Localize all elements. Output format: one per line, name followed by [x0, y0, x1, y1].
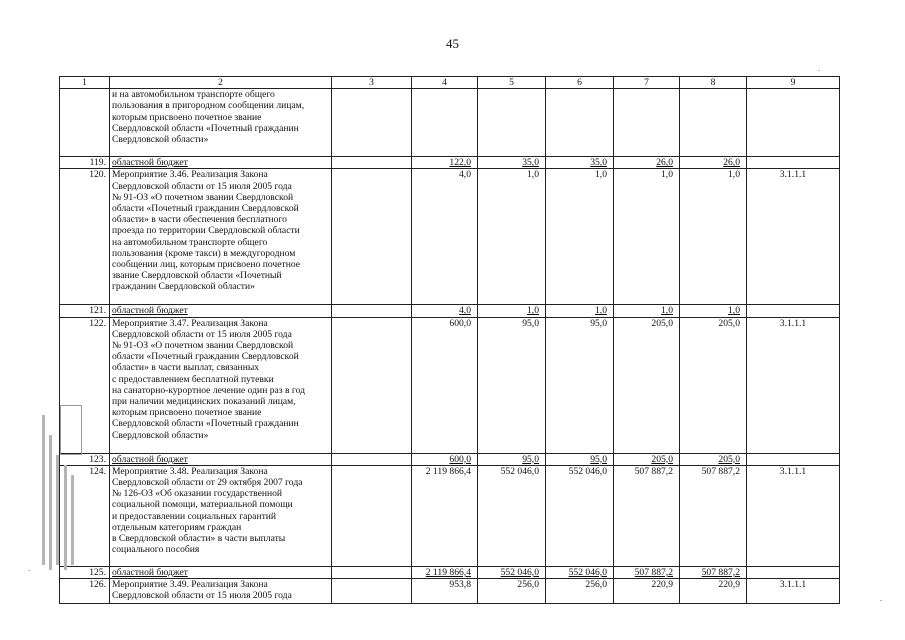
side-stamp-mark	[40, 405, 82, 575]
cell-col9: 3.1.1.1	[747, 465, 840, 566]
stamp-line	[71, 475, 74, 565]
cell-col5: 1,0	[478, 305, 546, 317]
cell-col4: 4,0	[412, 305, 478, 317]
cell-col5: 95,0	[478, 317, 546, 453]
table-row	[60, 566, 840, 578]
cell-col8: 220,9	[680, 579, 747, 604]
row-number: 119.	[60, 157, 110, 169]
row-number: 126.	[60, 579, 110, 604]
row-description: Мероприятие 3.47. Реализация Закона Свердловской области от 15 июля 2005 года № 91-ОЗ «О почетном звании Свердловской области «Почетный гражданин Свердловской области» в части выплат, связанных с предоставлением бесплатной путевки на санаторно-курортное лечение один раз в год при наличии медицинских показаний лицам, которым присвоено почетное звание Свердловской области «Почетный гражданин Свердловской области»	[110, 317, 332, 453]
table-row	[60, 453, 840, 465]
cell-col5	[478, 89, 546, 157]
cell-col6	[546, 89, 614, 157]
cell-col9	[747, 89, 840, 157]
cell-col6: 256,0	[546, 579, 614, 604]
row-description: областной бюджет	[110, 566, 332, 578]
table-row	[60, 465, 840, 566]
row-number: 123.	[60, 453, 110, 465]
cell-col7: 205,0	[614, 317, 680, 453]
cell-col5: 35,0	[478, 157, 546, 169]
cell-col4: 2 119 866,4	[412, 566, 478, 578]
row-number: 125.	[60, 566, 110, 578]
cell-col3	[332, 579, 412, 604]
table-row	[60, 157, 840, 169]
cell-col6: 35,0	[546, 157, 614, 169]
column-header: 5	[478, 77, 546, 89]
column-header: 7	[614, 77, 680, 89]
column-header: 2	[110, 77, 332, 89]
cell-col6: 95,0	[546, 317, 614, 453]
cell-col3	[332, 305, 412, 317]
cell-col5: 552 046,0	[478, 566, 546, 578]
row-number	[60, 89, 110, 157]
table-row	[60, 169, 840, 305]
cell-col7: 205,0	[614, 453, 680, 465]
cell-col9	[747, 453, 840, 465]
cell-col3	[332, 566, 412, 578]
cell-col3	[332, 89, 412, 157]
cell-col3	[332, 317, 412, 453]
row-number: 120.	[60, 169, 110, 305]
cell-col8	[680, 89, 747, 157]
scan-speck	[818, 70, 820, 71]
cell-col9	[747, 157, 840, 169]
cell-col7: 507 887,2	[614, 465, 680, 566]
row-description: и на автомобильном транспорте общего пользования в пригородном сообщении лицам, которым присвоено почетное звание Свердловской области «Почетный гражданин Свердловской области»	[110, 89, 332, 157]
cell-col3	[332, 453, 412, 465]
table-header-row	[60, 77, 840, 89]
cell-col5: 95,0	[478, 453, 546, 465]
stamp-line	[64, 465, 67, 570]
cell-col6: 552 046,0	[546, 465, 614, 566]
stamp-box	[60, 405, 82, 455]
cell-col8: 1,0	[680, 169, 747, 305]
budget-table	[59, 76, 840, 604]
cell-col5: 256,0	[478, 579, 546, 604]
table-row	[60, 89, 840, 157]
row-number: 122.	[60, 317, 110, 453]
cell-col8: 26,0	[680, 157, 747, 169]
page-number: 45	[446, 36, 459, 51]
column-header: 9	[747, 77, 840, 89]
cell-col4	[412, 89, 478, 157]
cell-col3	[332, 169, 412, 305]
row-description: областной бюджет	[110, 453, 332, 465]
row-description: областной бюджет	[110, 305, 332, 317]
column-header: 6	[546, 77, 614, 89]
cell-col9: 3.1.1.1	[747, 169, 840, 305]
stamp-line	[56, 455, 59, 565]
cell-col4: 2 119 866,4	[412, 465, 478, 566]
stamp-line	[42, 415, 45, 565]
row-description: Мероприятие 3.46. Реализация Закона Свердловской области от 15 июля 2005 года № 91-ОЗ «О почетном звании Свердловской области «Почетный гражданин Свердловской области» в части обеспечения бесплатного проезда по территории Свердловской области на автомобильном транспорте общего пользования (кроме такси) в междугородном сообщении лиц, которым присвоено почетное звание Свердловской области «Почетный гражданин Свердловской области»	[110, 169, 332, 305]
scan-speck	[880, 600, 882, 601]
cell-col3	[332, 157, 412, 169]
cell-col7: 220,9	[614, 579, 680, 604]
cell-col4: 600,0	[412, 453, 478, 465]
cell-col6: 95,0	[546, 453, 614, 465]
cell-col9: 3.1.1.1	[747, 579, 840, 604]
column-header: 1	[60, 77, 110, 89]
table-row	[60, 317, 840, 453]
row-description: областной бюджет	[110, 157, 332, 169]
cell-col7	[614, 89, 680, 157]
row-number: 124.	[60, 465, 110, 566]
cell-col9: 3.1.1.1	[747, 317, 840, 453]
row-description: Мероприятие 3.49. Реализация Закона Свердловской области от 15 июля 2005 года	[110, 579, 332, 604]
cell-col7: 507 887,2	[614, 566, 680, 578]
cell-col8: 205,0	[680, 453, 747, 465]
cell-col8: 205,0	[680, 317, 747, 453]
cell-col4: 122,0	[412, 157, 478, 169]
cell-col7: 26,0	[614, 157, 680, 169]
cell-col4: 953,8	[412, 579, 478, 604]
cell-col8: 507 887,2	[680, 566, 747, 578]
stamp-line	[49, 435, 52, 570]
cell-col6: 552 046,0	[546, 566, 614, 578]
cell-col7: 1,0	[614, 305, 680, 317]
cell-col6: 1,0	[546, 169, 614, 305]
cell-col7: 1,0	[614, 169, 680, 305]
row-description: Мероприятие 3.48. Реализация Закона Свердловской области от 29 октября 2007 года № 126-ОЗ «Об оказании государственной социальной помощи, материальной помощи и предоставлении социальных гарантий отдельным категориям граждан в Свердловской области» в части выплаты социального пособия	[110, 465, 332, 566]
table-row	[60, 305, 840, 317]
cell-col3	[332, 465, 412, 566]
cell-col4: 4,0	[412, 169, 478, 305]
column-header: 8	[680, 77, 747, 89]
row-number: 121.	[60, 305, 110, 317]
cell-col8: 1,0	[680, 305, 747, 317]
cell-col5: 552 046,0	[478, 465, 546, 566]
cell-col5: 1,0	[478, 169, 546, 305]
cell-col9	[747, 305, 840, 317]
column-header: 4	[412, 77, 478, 89]
cell-col9	[747, 566, 840, 578]
cell-col6: 1,0	[546, 305, 614, 317]
cell-col4: 600,0	[412, 317, 478, 453]
cell-col8: 507 887,2	[680, 465, 747, 566]
scan-speck	[28, 570, 30, 571]
column-header: 3	[332, 77, 412, 89]
table-row	[60, 579, 840, 604]
